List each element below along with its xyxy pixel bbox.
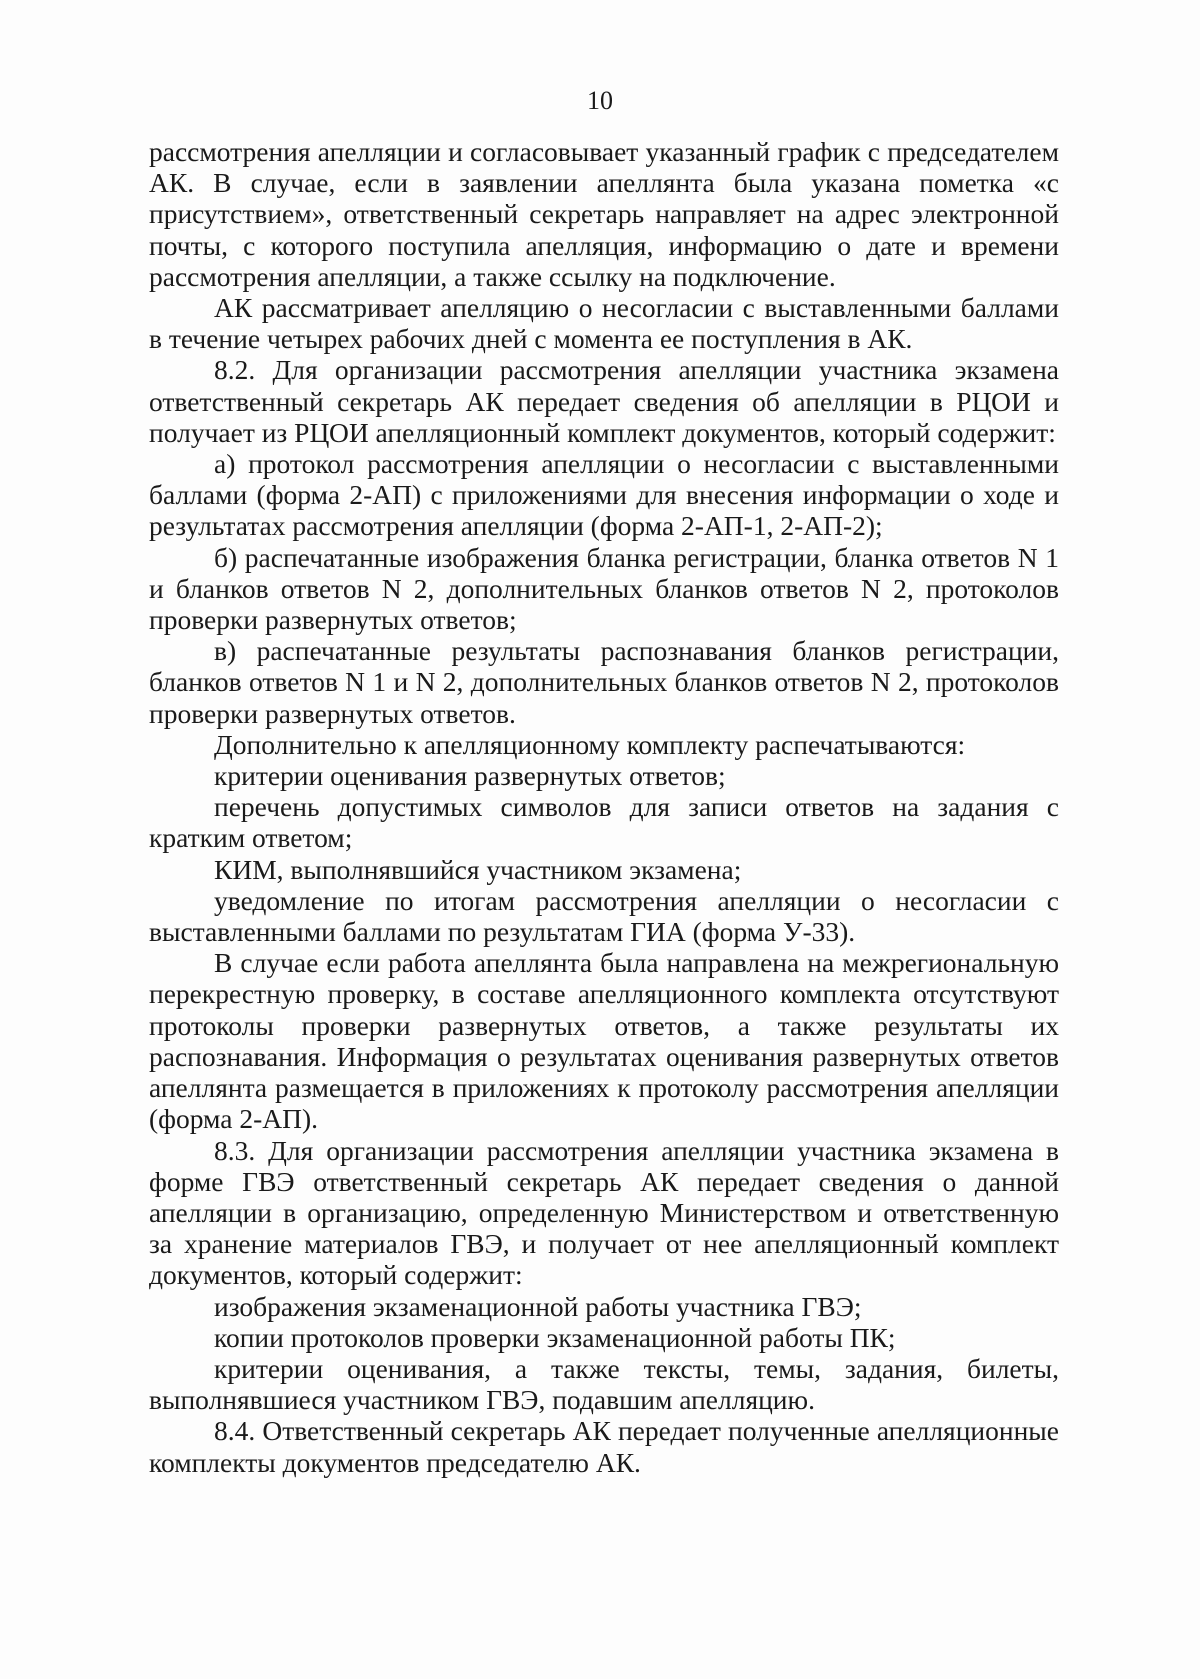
page-number: 10 (587, 86, 613, 115)
list-item-pk-protocols: копии протоколов проверки экзаменационной работы ПК; (214, 1321, 896, 1353)
document-body (149, 136, 1059, 1478)
list-item-a: а) протокол рассмотрения апелляции о несогласии с выставленными баллами (форма 2-АП) с приложениями для внесения информации о ходе и результатах рассмотрения апелляции (форма 2-АП-1, 2-АП-2); (149, 448, 1059, 542)
paragraph-8-2: 8.2. Для организации рассмотрения апелляции участника экзамена ответственный секретарь АК передает сведения об апелляции в РЦОИ и получает из РЦОИ апелляционный комплект документов, который содержит: (149, 354, 1059, 448)
list-item-symbols: перечень допустимых символов для записи ответов на задания с кратким ответом; (149, 791, 1059, 854)
list-item-b: б) распечатанные изображения бланка регистрации, бланка ответов N 1 и бланков ответов N 2, дополнительных бланков ответов N 2, протоколов проверки развернутых ответов; (149, 541, 1059, 636)
list-item-notification: уведомление по итогам рассмотрения апелляции о несогласии с выставленными баллами по результатам ГИА (форма У-33). (149, 884, 1059, 948)
list-item-v: в) распечатанные результаты распознавания бланков регистрации, бланков ответов N 1 и N 2, дополнительных бланков ответов N 2, протоколов проверки развернутых ответов. (149, 635, 1059, 729)
list-item-criteria: критерии оценивания развернутых ответов; (214, 760, 726, 792)
paragraph-additional: Дополнительно к апелляционному комплекту распечатываются: (214, 728, 966, 760)
paragraph-continuation: рассмотрения апелляции и согласовывает указанный график с председателем АК. В случае, если в заявлении апеллянта была указана пометка «с присутствием», ответственный секретарь направляет на адрес электронной почты, с которого поступила апелляция, информацию о дате и времени рассмотрения апелляции, а также ссылку на подключение. (149, 136, 1059, 292)
list-item-gve-images: изображения экзаменационной работы участника ГВЭ; (214, 1290, 862, 1322)
paragraph-interregional: В случае если работа апеллянта была направлена на межрегиональную перекрестную проверку, в составе апелляционного комплекта отсутствуют протоколы проверки развернутых ответов, а также результаты их распознавания. Информация о результатах оценивания развернутых ответов апеллянта размещается в приложениях к протоколу рассмотрения апелляции (форма 2-АП). (149, 947, 1059, 1135)
list-item-gve-criteria: критерии оценивания, а также тексты, темы, задания, билеты, выполнявшиеся участником ГВЭ, подавшим апелляцию. (149, 1352, 1059, 1416)
paragraph-review-term: АК рассматривает апелляцию о несогласии с выставленными баллами в течение четырех рабочих дней с момента ее поступления в АК. (149, 292, 1059, 355)
paragraph-8-3: 8.3. Для организации рассмотрения апелляции участника экзамена в форме ГВЭ ответственный секретарь АК передает сведения о данной апелляции в организацию, определенную Министерством и ответственную за хранение материалов ГВЭ, и получает от нее апелляционный комплект документов, который содержит: (149, 1134, 1059, 1291)
paragraph-8-4: 8.4. Ответственный секретарь АК передает полученные апелляционные комплекты документов председателю АК. (149, 1415, 1059, 1478)
list-item-kim: КИМ, выполнявшийся участником экзамена; (214, 853, 742, 885)
